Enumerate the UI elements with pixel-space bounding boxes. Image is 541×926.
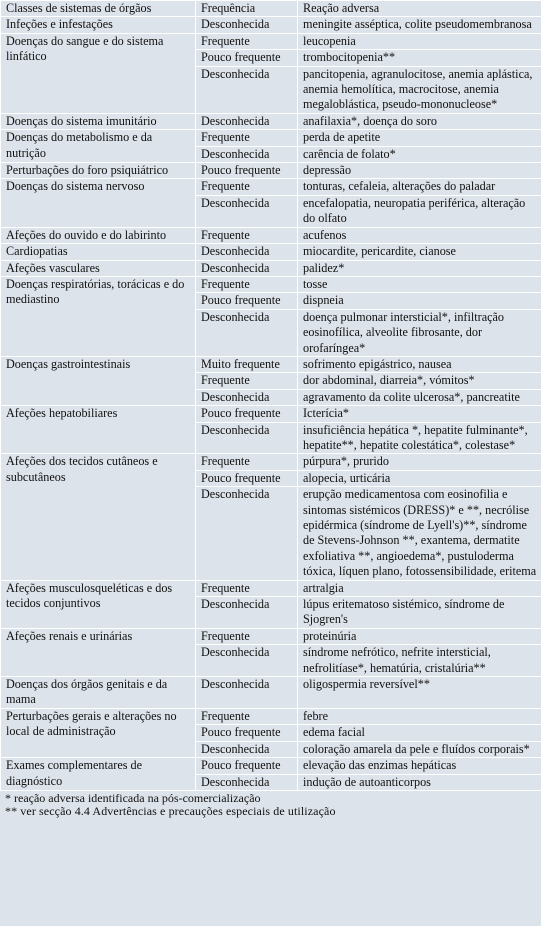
reaction-cell: carência de folato* [298,146,541,162]
reaction-cell: sofrimento epigástrico, nausea [298,356,541,372]
table-row [1,628,541,644]
table-row [1,17,541,33]
frequency-cell: Pouco frequente [196,50,298,66]
organ-class-cell: Doenças do sangue e do sistema linfático [1,33,196,113]
organ-class-cell: Afeções vasculares [1,260,196,276]
reaction-cell: leucopenia [298,33,541,49]
reaction-cell: dispneia [298,293,541,309]
table-row [1,130,541,146]
table-row [1,227,541,243]
reaction-cell: pancitopenia, agranulocitose, anemia aplástica, anemia hemolítica, macrocitose, anemia megaloblástica, pseudo-mononucleose* [298,66,541,113]
table-header-row [1,1,541,17]
reaction-cell: anafilaxia*, doença do soro [298,113,541,129]
frequency-cell: Desconhecida [196,244,298,260]
footnotes [0,791,541,819]
frequency-cell: Pouco frequente [196,758,298,774]
organ-class-cell: Doenças do metabolismo e da nutrição [1,130,196,163]
frequency-cell: Desconhecida [196,741,298,757]
reaction-cell: Icterícia* [298,406,541,422]
frequency-cell: Desconhecida [196,422,298,454]
frequency-cell: Frequente [196,454,298,470]
table-row [1,454,541,470]
reaction-cell: oligospermia reversível** [298,677,541,709]
frequency-cell: Desconhecida [196,113,298,129]
frequency-cell: Desconhecida [196,774,298,790]
reaction-cell: lúpus eritematoso sistémico, síndrome de Sjogren's [298,597,541,629]
table-row [1,356,541,372]
frequency-cell: Frequente [196,628,298,644]
table-row [1,276,541,292]
table-row [1,406,541,422]
organ-class-cell: Afeções hepatobiliares [1,406,196,454]
reaction-cell: palidez* [298,260,541,276]
reaction-cell: indução de autoanticorpos [298,774,541,790]
frequency-cell: Frequente [196,708,298,724]
footnote-postmarketing: * reação adversa identificada na pós-comercialização [5,790,261,805]
organ-class-cell: Infeções e infestações [1,17,196,33]
frequency-cell: Pouco frequente [196,406,298,422]
reaction-cell: edema facial [298,725,541,741]
table-row [1,580,541,596]
reaction-cell: tonturas, cefaleia, alterações do paladar [298,179,541,195]
frequency-cell: Desconhecida [196,66,298,113]
frequency-cell: Pouco frequente [196,470,298,486]
organ-class-cell: Cardiopatias [1,244,196,260]
reaction-cell: acufenos [298,227,541,243]
frequency-cell: Desconhecida [196,677,298,709]
reaction-cell: insuficiência hepática *, hepatite fulminante*, hepatite**, hepatite colestática*, colestase* [298,422,541,454]
organ-class-cell: Doenças do sistema imunitário [1,113,196,129]
reaction-cell: perda de apetite [298,130,541,146]
reaction-cell: coloração amarela da pele e fluídos corporais* [298,741,541,757]
frequency-cell: Frequente [196,33,298,49]
footnote-warnings: ** ver secção 4.4 Advertências e precauções especiais de utilização [5,804,336,819]
table-row [1,113,541,129]
reaction-cell: dor abdominal, diarreia*, vómitos* [298,373,541,389]
frequency-cell: Desconhecida [196,487,298,580]
table-row [1,708,541,724]
organ-class-cell: Doenças do sistema nervoso [1,179,196,227]
reaction-cell: púrpura*, prurido [298,454,541,470]
reaction-cell: proteinúria [298,628,541,644]
table-row [1,758,541,774]
organ-class-cell: Afeções musculosqueléticas e dos tecidos conjuntivos [1,580,196,628]
frequency-cell: Desconhecida [196,389,298,405]
frequency-cell: Desconhecida [196,260,298,276]
frequency-cell: Frequente [196,130,298,146]
organ-class-cell: Afeções renais e urinárias [1,628,196,676]
organ-class-cell: Perturbações do foro psiquiátrico [1,163,196,179]
table-row [1,163,541,179]
reaction-cell: artralgia [298,580,541,596]
frequency-cell: Desconhecida [196,309,298,356]
header-frequency: Frequência [196,1,298,17]
organ-class-cell: Doenças dos órgãos genitais e da mama [1,677,196,709]
organ-class-cell: Afeções dos tecidos cutâneos e subcutâneos [1,454,196,580]
frequency-cell: Muito frequente [196,356,298,372]
header-organ-class: Classes de sistemas de órgãos [1,1,196,17]
frequency-cell: Desconhecida [196,597,298,629]
frequency-cell: Frequente [196,580,298,596]
frequency-cell: Frequente [196,276,298,292]
frequency-cell: Frequente [196,227,298,243]
reaction-cell: elevação das enzimas hepáticas [298,758,541,774]
table-row [1,244,541,260]
frequency-cell: Frequente [196,373,298,389]
table-row [1,260,541,276]
reaction-cell: encefalopatia, neuropatia periférica, alteração do olfato [298,195,541,227]
frequency-cell: Desconhecida [196,146,298,162]
frequency-cell: Pouco frequente [196,163,298,179]
organ-class-cell: Perturbações gerais e alterações no local de administração [1,708,196,757]
frequency-cell: Desconhecida [196,195,298,227]
reaction-cell: agravamento da colite ulcerosa*, pancreatite [298,389,541,405]
reaction-cell: depressão [298,163,541,179]
frequency-cell: Desconhecida [196,17,298,33]
frequency-cell: Frequente [196,179,298,195]
reaction-cell: erupção medicamentosa com eosinofilia e sintomas sistémicos (DRESS)* e **, necrólise epidérmica (síndrome de Lyell's)**, síndrome de Stevens-Johnson **, exantema, dermatite exfoliativa **, angioedema*, pustuloderma tóxica, líquen plano, fotossensibilidade, eritema [298,487,541,580]
organ-class-cell: Afeções do ouvido e do labirinto [1,227,196,243]
frequency-cell: Pouco frequente [196,293,298,309]
reaction-cell: trombocitopenia** [298,50,541,66]
reaction-cell: alopecia, urticária [298,470,541,486]
reaction-cell: doença pulmonar intersticial*, infiltração eosinofílica, alveolite fibrosante, dor orofaríngea* [298,309,541,356]
reaction-cell: tosse [298,276,541,292]
organ-class-cell: Exames complementares de diagnóstico [1,758,196,791]
table-row [1,33,541,49]
table-row [1,179,541,195]
reaction-cell: febre [298,708,541,724]
table-row [1,677,541,709]
organ-class-cell: Doenças respiratórias, torácicas e do mediastino [1,276,196,356]
table-body [1,17,541,791]
frequency-cell: Pouco frequente [196,725,298,741]
organ-class-cell: Doenças gastrointestinais [1,356,196,405]
reaction-cell: meningite asséptica, colite pseudomembranosa [298,17,541,33]
header-adverse-reaction: Reação adversa [298,1,541,17]
reaction-cell: miocardite, pericardite, cianose [298,244,541,260]
frequency-cell: Desconhecida [196,645,298,677]
reaction-cell: síndrome nefrótico, nefrite intersticial, nefrolitíase*, hematúria, cristalúria** [298,645,541,677]
